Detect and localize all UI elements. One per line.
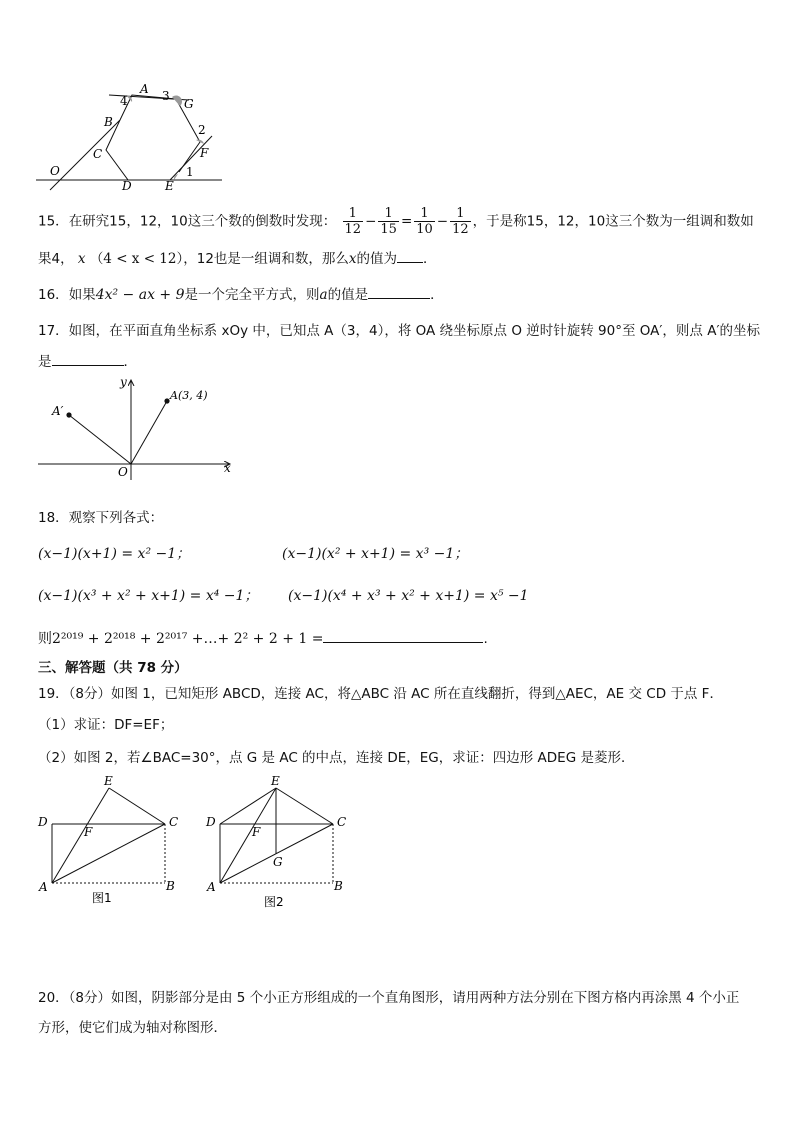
denominator: 10 <box>416 222 433 237</box>
q19-figure-1 <box>34 774 184 906</box>
fig1-label-D: D <box>38 815 48 829</box>
q14-label-O: O <box>50 164 60 178</box>
q15-line2-start: 果4， <box>38 251 74 267</box>
q16-end-text: 的值是 <box>327 287 369 303</box>
period: ． <box>423 251 437 267</box>
q14-label-F: F <box>200 146 209 160</box>
q17-answer-blank[interactable] <box>52 351 124 366</box>
q14-label-3: 3 <box>162 89 170 103</box>
x-axis-label: x <box>224 461 231 475</box>
fig2-label-F: F <box>252 825 261 839</box>
variable-x: x <box>77 251 86 267</box>
q15-line2-middle: ，12也是一组调和数，那么 <box>183 251 349 267</box>
q17-line1: 17．如图，在平面直角坐标系 xOy 中，已知点 A（3，4），将 OA 绕坐标原点 O 逆时针旋转 90°至 OA′，则点 A′的坐标 <box>38 323 761 339</box>
period: ． <box>430 287 444 303</box>
q18-answer-blank[interactable] <box>323 628 483 643</box>
q16-answer-blank[interactable] <box>368 284 430 299</box>
equals-sign: = <box>400 213 413 230</box>
fig2-label-B: B <box>334 879 343 893</box>
fig2-caption: 图2 <box>264 895 284 909</box>
q14-figure <box>36 82 226 194</box>
minus-sign: − <box>436 213 449 230</box>
q14-label-D: D <box>122 179 132 193</box>
q15-continuation: ，于是称15，12，10这三个数为一组调和数如 <box>472 213 754 230</box>
variable-x: x <box>348 251 357 267</box>
q14-label-B: B <box>104 115 113 129</box>
q18-question <box>38 628 488 649</box>
q15-fraction-4 <box>450 206 471 237</box>
minus-sign: − <box>365 213 377 230</box>
q18-expression: 则2²⁰¹⁹ + 2²⁰¹⁸ + 2²⁰¹⁷ +…+ 2² + 2 + 1 = <box>38 631 324 647</box>
q18-equation-2: (x−1)(x² + x+1) = x³ −1； <box>282 546 469 562</box>
q14-label-4: 4 <box>120 94 128 108</box>
q14-label-A: A <box>140 82 149 96</box>
q15-line2 <box>38 248 437 269</box>
q15-condition: （4 < x < 12） <box>89 251 184 267</box>
q18-title: 18．观察下列各式： <box>38 510 164 526</box>
denominator: 15 <box>380 222 397 237</box>
q15-fraction-2 <box>378 206 399 237</box>
q18-equation-1: (x−1)(x+1) = x² −1； <box>38 546 191 562</box>
fig2-label-D: D <box>206 815 216 829</box>
fig1-label-B: B <box>166 879 175 893</box>
denominator: 12 <box>452 222 469 237</box>
fig1-label-E: E <box>104 774 113 788</box>
q17-line2-text: 是 <box>38 354 52 370</box>
q16-middle: 是一个完全平方式，则 <box>184 287 320 303</box>
fig2-label-E: E <box>271 774 280 788</box>
variable-a: a <box>319 287 328 303</box>
q15-number: 15． <box>38 213 69 230</box>
q16-number: 16． <box>38 287 69 303</box>
denominator: 12 <box>344 222 362 237</box>
q16-intro: 如果 <box>68 287 96 303</box>
q15-fraction-1 <box>343 206 364 237</box>
fig1-caption: 图1 <box>92 891 112 905</box>
numerator: 1 <box>343 206 364 222</box>
q19-part-2: （2）如图 2，若∠BAC=30°，点 G 是 AC 的中点，连接 DE，EG，求证：四边形 ADEG 是菱形． <box>38 750 635 766</box>
q15-answer-blank[interactable] <box>397 248 423 263</box>
q15-intro: 在研究15，12，10这三个数的倒数时发现： <box>68 213 337 230</box>
q14-label-G: G <box>184 97 194 111</box>
fig2-label-G: G <box>273 855 283 869</box>
origin-label: O <box>118 465 128 479</box>
fig2-label-A: A <box>207 880 216 894</box>
q16-line <box>38 284 444 305</box>
fig1-label-C: C <box>169 815 179 829</box>
section-heading: 三、解答题（共 78 分） <box>38 660 188 676</box>
q16-expression: 4x² − ax + 9 <box>95 287 185 303</box>
q15-line2-end: 的值为 <box>356 251 398 267</box>
period: ． <box>123 354 137 370</box>
period: . <box>483 631 488 647</box>
q19-stem: 19．（8分）如图 1，已知矩形 ABCD，连接 AC，将△ABC 沿 AC 所在直线翻折，得到△AEC，AE 交 CD 于点 F． <box>38 686 723 702</box>
q15-fraction-3 <box>414 206 435 237</box>
q17-line2 <box>38 351 137 372</box>
numerator: 1 <box>378 206 399 222</box>
q15-line1 <box>38 206 754 237</box>
q19-figure-2 <box>202 774 352 910</box>
y-axis-label: y <box>120 375 127 389</box>
q14-label-C: C <box>93 147 103 161</box>
point-a-label: A(3, 4) <box>170 389 208 402</box>
q18-equation-3: (x−1)(x³ + x² + x+1) = x⁴ −1； <box>38 588 259 604</box>
fig2-label-C: C <box>337 815 347 829</box>
q14-label-2: 2 <box>198 123 206 137</box>
q14-label-E: E <box>165 179 174 193</box>
numerator: 1 <box>450 206 471 222</box>
point-a-prime-label: A′ <box>52 404 64 418</box>
q20-line2: 方形，使它们成为轴对称图形． <box>38 1020 227 1036</box>
q14-label-1: 1 <box>186 165 194 179</box>
fig1-label-A: A <box>39 880 48 894</box>
numerator: 1 <box>414 206 435 222</box>
q18-equation-4: (x−1)(x⁴ + x³ + x² + x+1) = x⁵ −1 <box>288 588 529 604</box>
fig1-label-F: F <box>84 825 93 839</box>
q17-coordinate-figure <box>36 372 236 482</box>
q19-part-1: （1）求证：DF=EF； <box>38 717 174 733</box>
q20-line1: 20．（8分）如图，阴影部分是由 5 个小正方形组成的一个直角图形，请用两种方法分别在下图方格内再涂黑 4 个小正 <box>38 990 740 1006</box>
